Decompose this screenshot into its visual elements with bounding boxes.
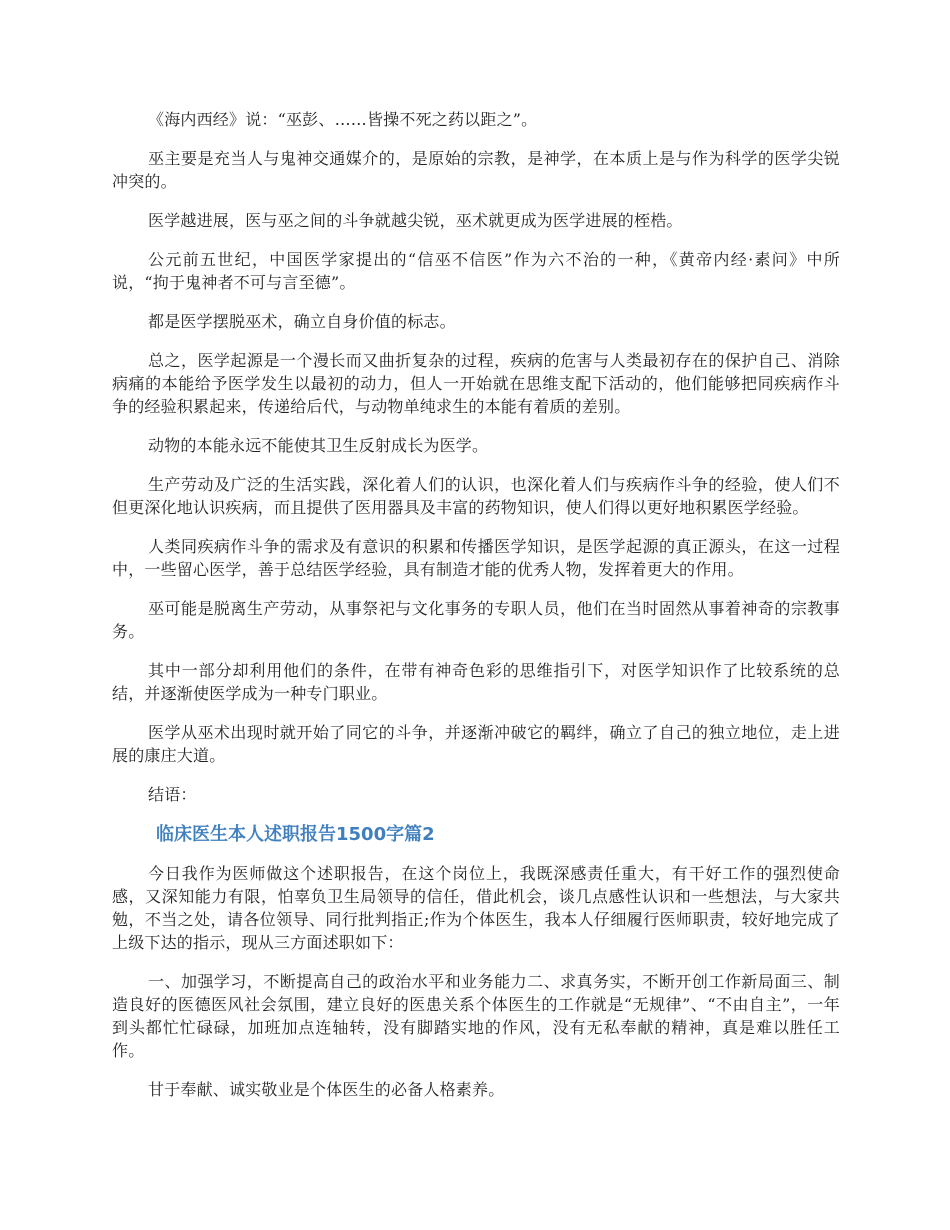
paragraph: 人类同疾病作斗争的需求及有意识的积累和传播医学知识，是医学起源的真正源头，在这一过程中，一些留心医学，善于总结医学经验，具有制造才能的优秀人物，发挥着更大的作用。 <box>112 537 840 579</box>
paragraph: 巫主要是充当人与鬼神交通媒介的，是原始的宗教，是神学，在本质上是与作为科学的医学尖锐冲突的。 <box>112 149 840 191</box>
paragraph: 都是医学摆脱巫术，确立自身价值的标志。 <box>148 312 456 331</box>
paragraph: 动物的本能永远不能使其卫生反射成长为医学。 <box>148 436 489 455</box>
conclusion-label: 结语： <box>148 785 197 804</box>
paragraph: 其中一部分却利用他们的条件，在带有神奇色彩的思维指引下，对医学知识作了比较系统的总结，并逐渐使医学成为一种专门职业。 <box>112 661 840 703</box>
paragraph: 医学越进展，医与巫之间的斗争就越尖锐，巫术就更成为医学进展的桎梏。 <box>148 211 683 230</box>
paragraph: 公元前五世纪，中国医学家提出的“信巫不信医”作为六不治的一种，《黄帝内经·素问》中所说，“拘于鬼神者不可与言至德”。 <box>112 250 840 292</box>
document-body <box>112 108 840 1117</box>
paragraph: 《海内西经》说：“巫彭、……皆操不死之药以距之”。 <box>148 110 538 129</box>
paragraph: 总之，医学起源是一个漫长而又曲折复杂的过程，疾病的危害与人类最初存在的保护自己、消除病痛的本能给予医学发生以最初的动力，但人一开始就在思维支配下活动的，他们能够把同疾病作斗争的经验积累起来，传递给后代，与动物单纯求生的本能有着质的差别。 <box>112 351 840 416</box>
paragraph: 医学从巫术出现时就开始了同它的斗争，并逐渐冲破它的羁绊，确立了自己的独立地位，走上进展的康庄大道。 <box>112 723 840 765</box>
paragraph: 巫可能是脱离生产劳动，从事祭祀与文化事务的专职人员，他们在当时固然从事着神奇的宗教事务。 <box>112 599 840 641</box>
paragraph: 今日我作为医师做这个述职报告，在这个岗位上，我既深感责任重大，有干好工作的强烈使命感，又深知能力有限，怕辜负卫生局领导的信任，借此机会，谈几点感性认识和一些想法，与大家共勉，不当之处，请各位领导、同行批判指正;作为个体医生，我本人仔细履行医师职责，较好地完成了上级下达的指示，现从三方面述职如下： <box>112 864 840 952</box>
paragraph: 甘于奉献、诚实敬业是个体医生的必备人格素养。 <box>148 1080 505 1099</box>
section-heading: 临床医生本人述职报告1500字篇2 <box>156 824 435 845</box>
paragraph: 生产劳动及广泛的生活实践，深化着人们的认识，也深化着人们与疾病作斗争的经验，使人们不但更深化地认识疾病，而且提供了医用器具及丰富的药物知识，使人们得以更好地积累医学经验。 <box>112 475 840 517</box>
paragraph: 一、加强学习，不断提高自己的政治水平和业务能力二、求真务实，不断开创工作新局面三、制造良好的医德医风社会氛围，建立良好的医患关系个体医生的工作就是“无规律”、“不由自主”，一年到头都忙忙碌碌，加班加点连轴转，没有脚踏实地的作风，没有无私奉献的精神，真是难以胜任工作。 <box>112 972 840 1060</box>
